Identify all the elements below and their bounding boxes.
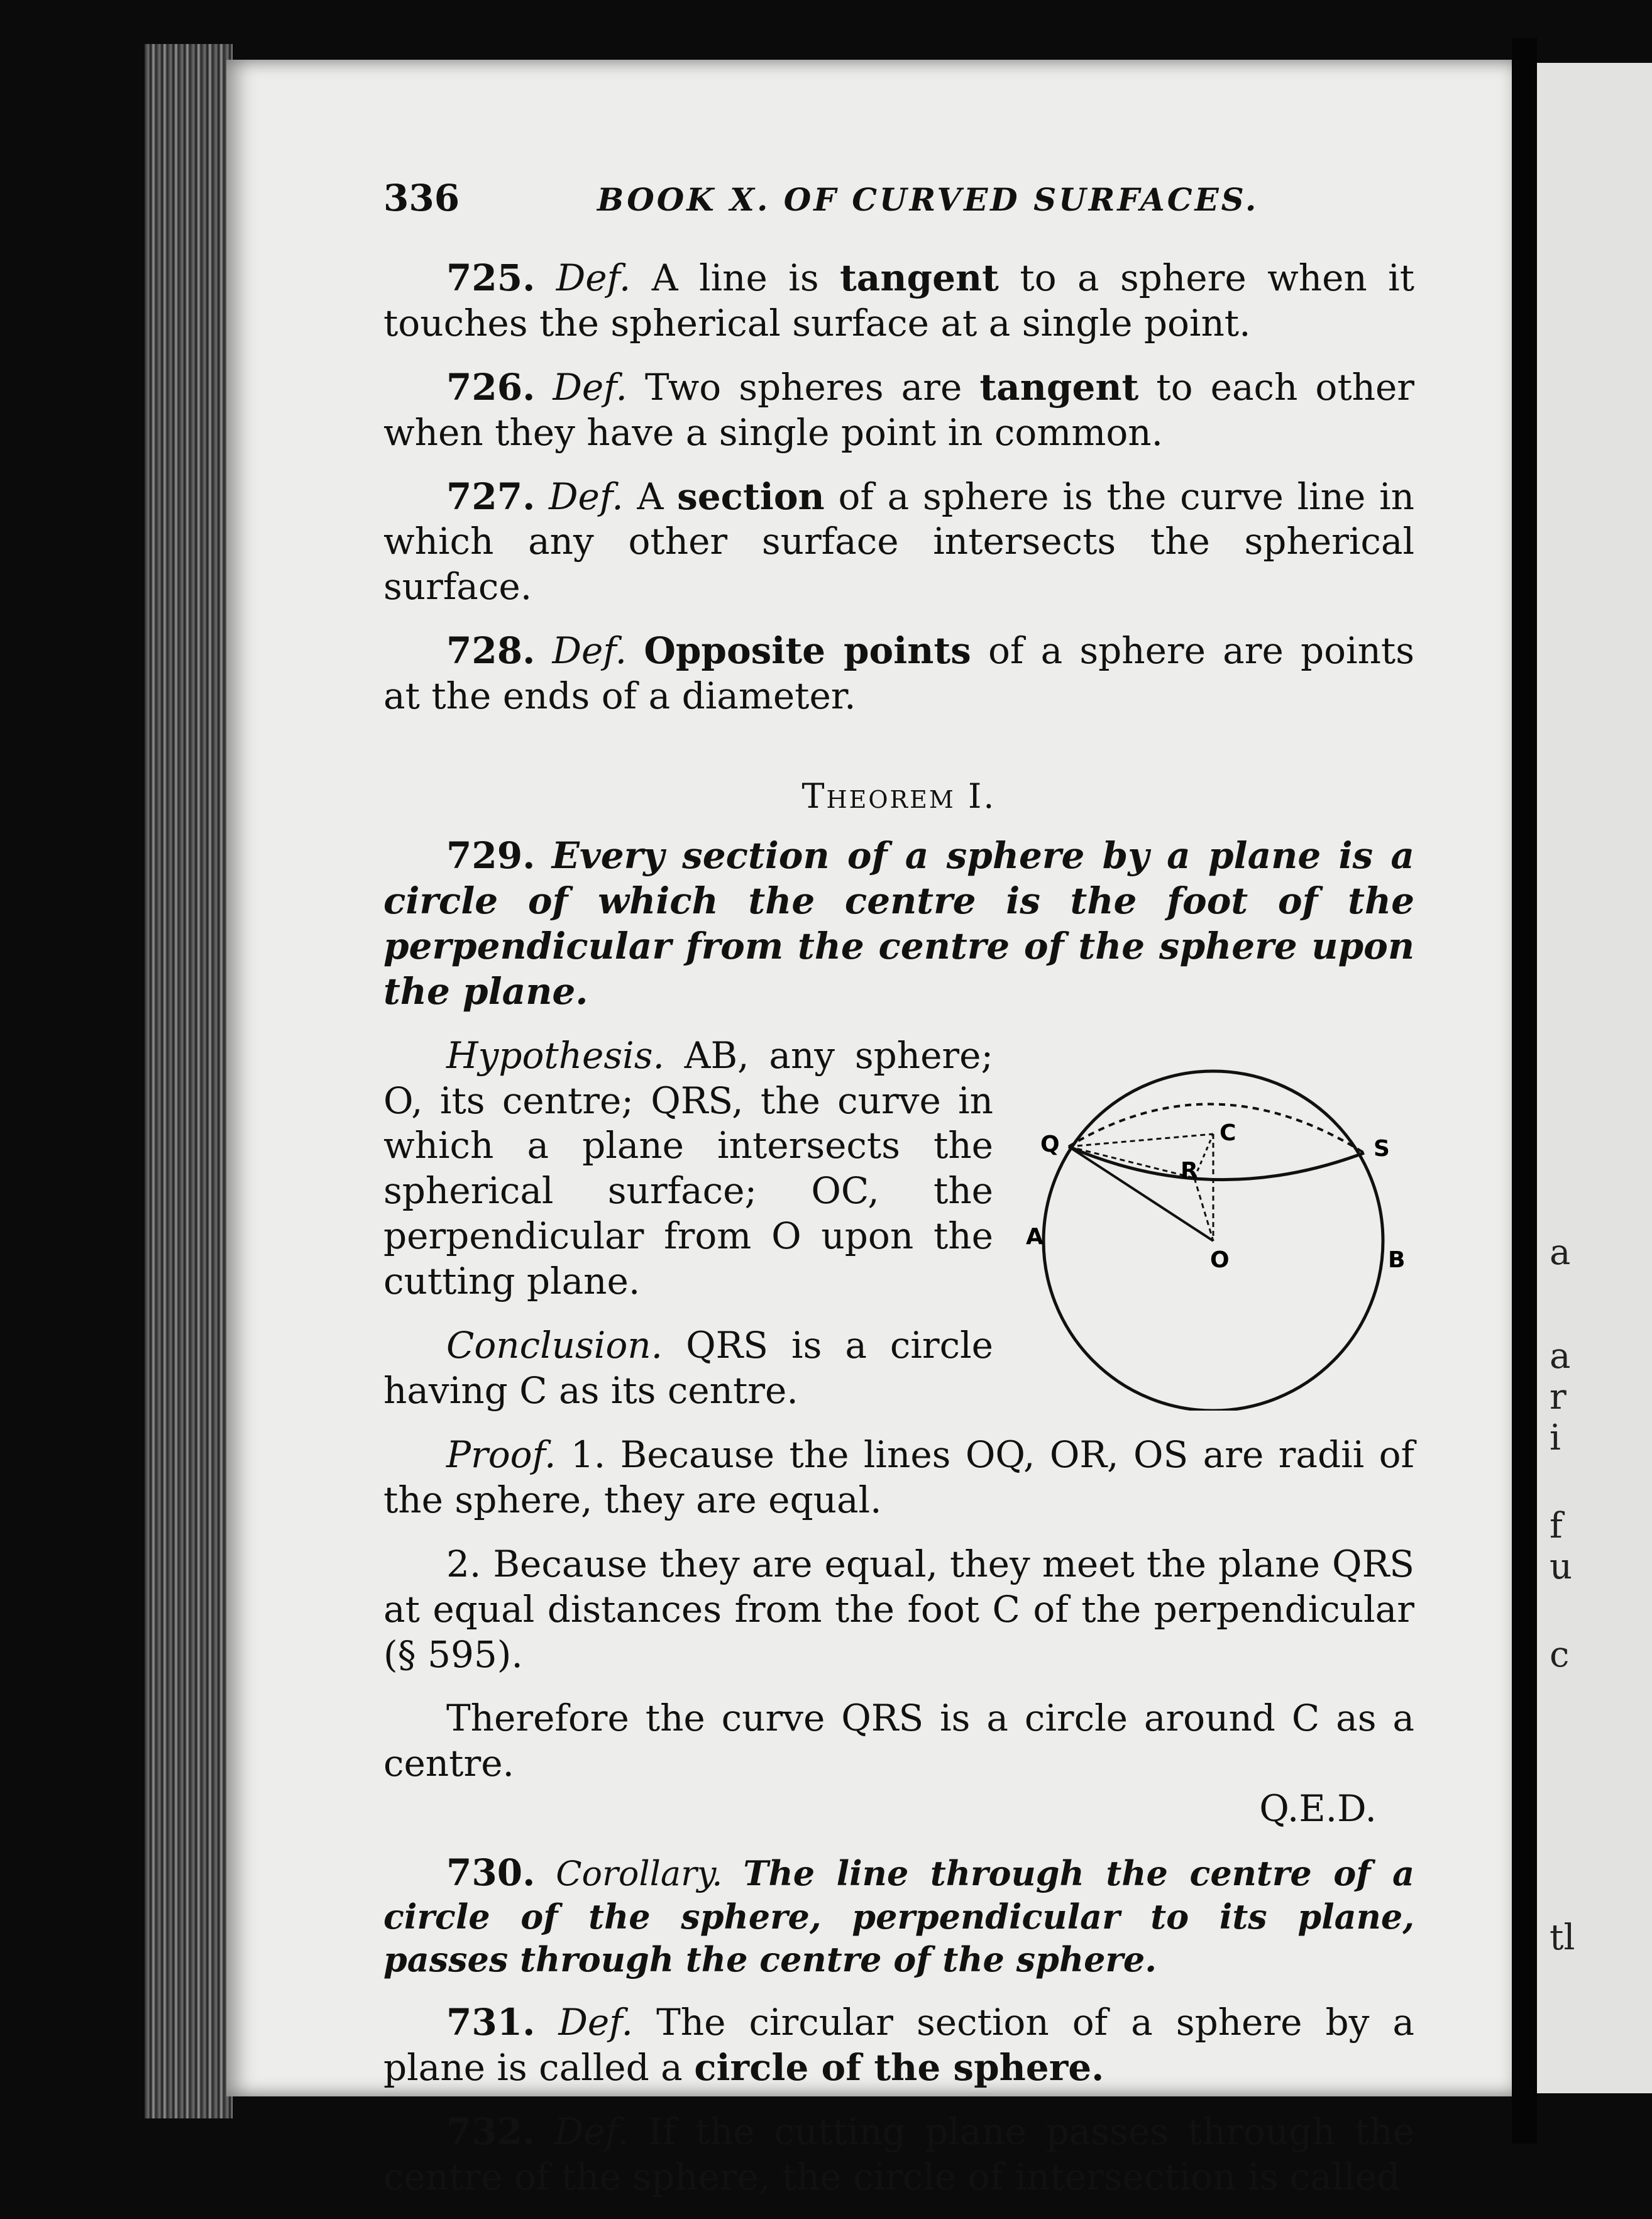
term: Opposite points bbox=[644, 629, 971, 673]
section-number: 730. bbox=[446, 1851, 536, 1895]
facing-page-fragment: tl bbox=[1550, 1917, 1575, 1958]
facing-page-fragment: u bbox=[1550, 1546, 1573, 1587]
term: tangent bbox=[979, 365, 1139, 409]
sphere-figure bbox=[1012, 1033, 1414, 1411]
conclusion-text: QRS is a circle having C as its centre. bbox=[383, 1324, 994, 1412]
term: tangent bbox=[840, 256, 999, 299]
text: of a sphere is the curve line in which any other surface intersects the spherical surface. bbox=[383, 475, 1415, 608]
paragraph-731 bbox=[383, 2000, 1414, 2091]
conclusion-label: Conclusion. bbox=[446, 1324, 663, 1367]
theorem-statement bbox=[383, 834, 1414, 1015]
facing-page-fragment: i bbox=[1550, 1418, 1561, 1458]
paragraph-726 bbox=[383, 365, 1414, 456]
label-s: S bbox=[1374, 1135, 1390, 1162]
def-label: Def. bbox=[552, 629, 627, 673]
label-r: R bbox=[1181, 1157, 1198, 1184]
proof-block bbox=[383, 1033, 1414, 1832]
corollary-text: The line through the centre of a circle of the sphere, perpendicular to its plane, passes through the centre of the sphere. bbox=[383, 1853, 1415, 1979]
def-label: Def. bbox=[553, 365, 627, 409]
hypothesis-text: AB, any sphere; O, its centre; QRS, the curve in which a plane intersects the spherical surface; OC, the perpendicular from O upon the cutting plane. bbox=[383, 1033, 993, 1303]
statement-text: Every section of a sphere by a plane is a circle of which the centre is the foot of the perpendicular from the centre of the sphere upon the plane. bbox=[383, 834, 1415, 1013]
running-header bbox=[383, 176, 1414, 221]
facing-page-edge bbox=[1537, 63, 1652, 2093]
corollary-label: Corollary. bbox=[556, 1854, 723, 1894]
chord-qr bbox=[1069, 1147, 1194, 1178]
label-b: B bbox=[1388, 1247, 1406, 1273]
label-q: Q bbox=[1040, 1131, 1060, 1157]
text: A line is bbox=[651, 256, 819, 299]
therefore-line: Therefore the curve QRS is a circle around C as a centre. bbox=[383, 1697, 1414, 1785]
section-back-curve bbox=[1069, 1104, 1364, 1153]
proof-step-1-text: 1. Because the lines OQ, OR, OS are radii of the sphere, they are equal. bbox=[383, 1433, 1415, 1521]
proof-label: Proof. bbox=[446, 1433, 556, 1476]
proof-step-2: 2. Because they are equal, they meet the plane QRS at equal distances from the foot C of the perpendicular (§ 595). bbox=[383, 1542, 1414, 1676]
def-label: Def. bbox=[558, 2000, 633, 2044]
def-label: Def. bbox=[554, 2110, 629, 2153]
page-content bbox=[383, 176, 1414, 2219]
paragraph-725 bbox=[383, 256, 1414, 346]
section-number: 728. bbox=[446, 629, 536, 673]
term: circle of the sphere. bbox=[694, 2046, 1104, 2089]
section-number: 725. bbox=[446, 256, 536, 299]
facing-page-fragment: r bbox=[1550, 1377, 1567, 1418]
def-label: Def. bbox=[549, 475, 624, 518]
label-c: C bbox=[1220, 1120, 1236, 1146]
text: Two spheres are bbox=[645, 365, 962, 409]
book-page-edges bbox=[145, 44, 233, 2118]
def-label: Def. bbox=[556, 256, 631, 299]
corollary-730 bbox=[383, 1851, 1414, 1981]
text: of a sphere are points at the ends of a diameter. bbox=[383, 629, 1415, 718]
term: section bbox=[677, 475, 825, 518]
qed: Q.E.D. bbox=[1259, 1787, 1377, 1831]
label-o: O bbox=[1210, 1247, 1230, 1273]
section-number: 726. bbox=[446, 365, 536, 409]
label-a: A bbox=[1026, 1223, 1044, 1250]
paragraph-728 bbox=[383, 629, 1414, 719]
page-number: 336 bbox=[383, 177, 460, 219]
running-title: BOOK X. OF CURVED SURFACES. bbox=[597, 181, 1259, 218]
book-gutter bbox=[1512, 38, 1537, 2144]
text: to each other when they have a single point in common. bbox=[383, 365, 1415, 454]
text: A bbox=[637, 475, 664, 518]
facing-page-fragment: a bbox=[1550, 1232, 1571, 1273]
paragraph-727 bbox=[383, 475, 1414, 610]
text: If the cutting plane passes through the centre of the sphere, the circle of intersection is called bbox=[383, 2110, 1415, 2198]
hypothesis-label: Hypothesis. bbox=[446, 1033, 664, 1077]
section-number: 729. bbox=[446, 834, 536, 878]
line-qc bbox=[1069, 1134, 1213, 1147]
proof-step-1 bbox=[383, 1433, 1414, 1523]
section-number: 727. bbox=[446, 475, 536, 518]
text: to a sphere when it touches the spherical surface at a single point. bbox=[383, 256, 1415, 344]
facing-page-fragment: c bbox=[1550, 1634, 1570, 1675]
text: The circular section of a sphere by a plane is called a bbox=[383, 2000, 1415, 2089]
paragraph-732 bbox=[383, 2110, 1414, 2200]
section-number: 731. bbox=[446, 2000, 536, 2044]
sphere-diagram bbox=[1012, 1033, 1414, 1411]
facing-page-fragment: a bbox=[1550, 1336, 1571, 1377]
section-number: 732. bbox=[446, 2110, 536, 2153]
facing-page-fragment: f bbox=[1550, 1506, 1563, 1546]
theorem-title: Theorem I. bbox=[801, 776, 996, 817]
